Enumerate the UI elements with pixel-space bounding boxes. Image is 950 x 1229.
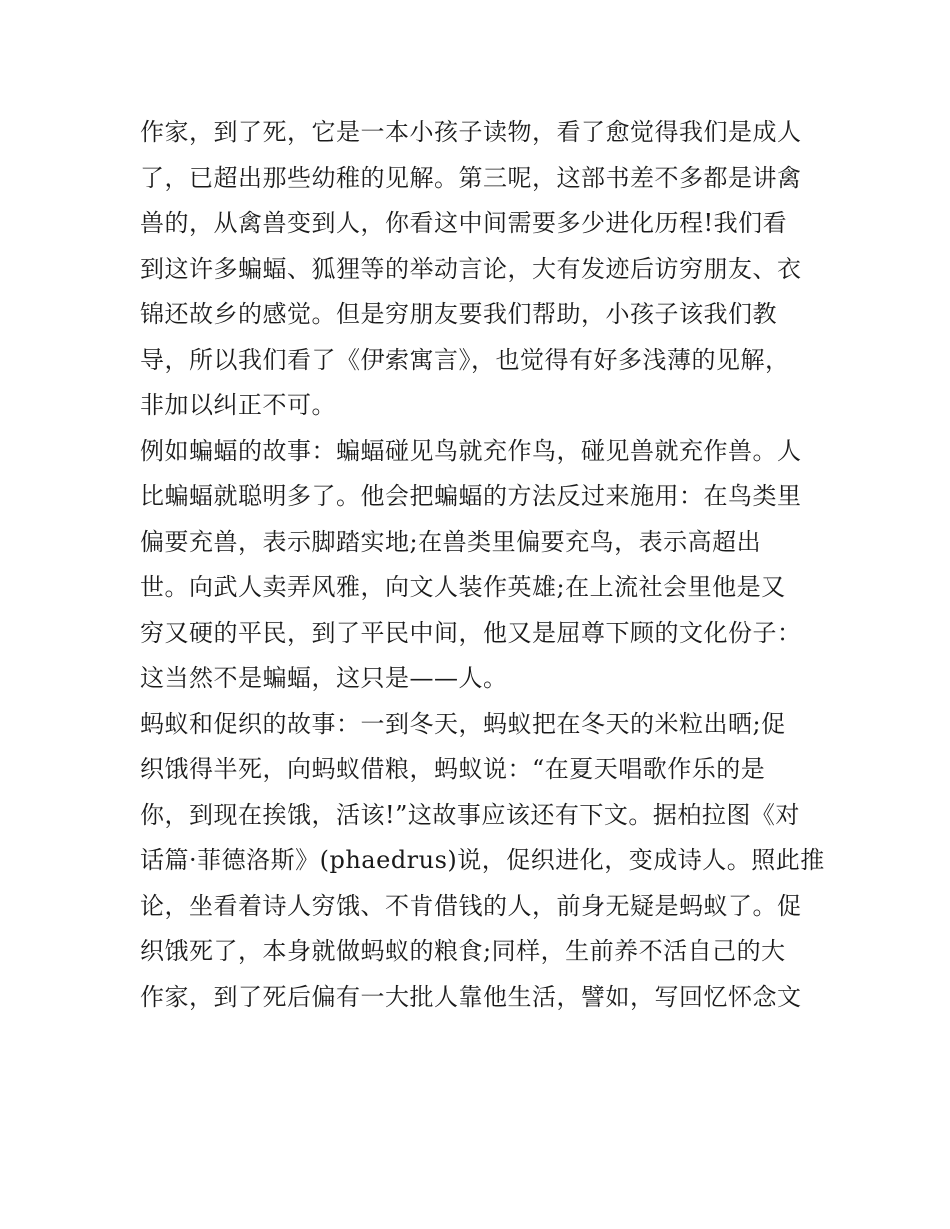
text-line: 世。向武人卖弄风雅，向文人装作英雄;在上流社会里他是又 xyxy=(140,573,786,601)
text-line: 织饿得半死，向蚂蚁借粮，蚂蚁说：“在夏天唱歌作乐的是 xyxy=(140,755,766,783)
text-line: 论，坐看着诗人穷饿、不肯借钱的人，前身无疑是蚂蚁了。促 xyxy=(140,891,802,920)
text-line: 作家，到了死，它是一本小孩子读物，看了愈觉得我们是成人 xyxy=(140,118,802,146)
text-line: 例如蝙蝠的故事：蝙蝠碰见鸟就充作鸟，碰见兽就充作兽。人 xyxy=(140,436,802,465)
text-line: 织饿死了，本身就做蚂蚁的粮食;同样，生前养不活自己的大 xyxy=(140,937,786,965)
text-line: 到这许多蝙蝠、狐狸等的举动言论，大有发迹后访穷朋友、衣 xyxy=(140,254,802,283)
text-line: 锦还故乡的感觉。但是穷朋友要我们帮助，小孩子该我们教 xyxy=(140,300,777,328)
text-line: 蚂蚁和促织的故事：一到冬天，蚂蚁把在冬天的米粒出晒;促 xyxy=(140,709,786,738)
text-line: 你，到现在挨饿，活该!”这故事应该还有下文。据柏拉图《对 xyxy=(140,800,800,829)
text-line: 作家，到了死后偏有一大批人靠他生活，譬如，写回忆怀念文 xyxy=(140,982,802,1011)
text-line: 比蝙蝠就聪明多了。他会把蝙蝠的方法反过来施用：在鸟类里 xyxy=(140,482,802,510)
text-line: 话篇·菲德洛斯》(phaedrus)说，促织进化，变成诗人。照此推 xyxy=(140,846,825,874)
text-line: 这当然不是蝙蝠，这只是——人。 xyxy=(140,664,508,692)
text-line: 偏要充兽，表示脚踏实地;在兽类里偏要充鸟，表示高超出 xyxy=(140,527,762,556)
text-line: 了，已超出那些幼稚的见解。第三呢，这部书差不多都是讲禽 xyxy=(140,163,802,192)
text-line: 穷又硬的平民，到了平民中间，他又是屈尊下顾的文化份子： xyxy=(140,618,802,647)
text-line: 兽的，从禽兽变到人，你看这中间需要多少进化历程!我们看 xyxy=(140,209,788,237)
body-text xyxy=(140,110,825,1020)
text-line: 导，所以我们看了《伊索寓言》，也觉得有好多浅薄的见解， xyxy=(140,345,790,374)
text-line: 非加以纠正不可。 xyxy=(140,391,336,419)
